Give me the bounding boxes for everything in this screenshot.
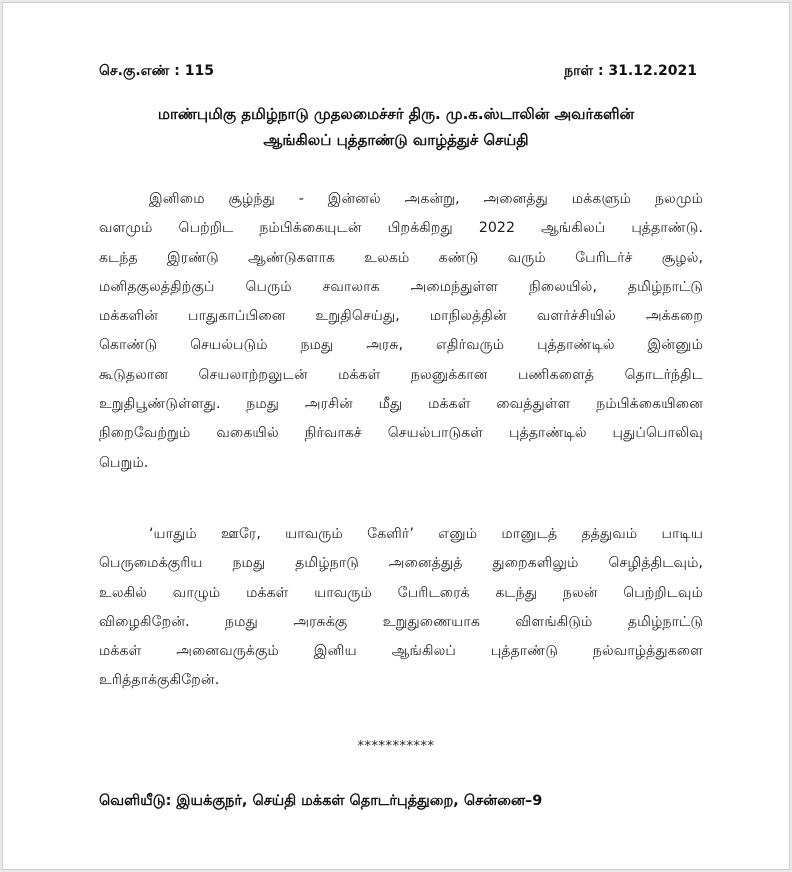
separator: *********** [357, 739, 435, 754]
paragraph-line: நிறைவேற்றும் வகையில் நிர்வாகச் செயல்பாடுகள் புத்தாண்டில் புதுப்பொலிவு [99, 425, 703, 442]
paragraph-line: கொண்டு செயல்படும் நமது அரசு, எதிர்வரும் புத்தாண்டில் இன்னும் [99, 337, 703, 354]
footer-issuer: வெளியீடு: இயக்குநர், செய்தி மக்கள் தொடர்புத்துறை, சென்னை–9 [99, 793, 543, 809]
title-line-2: ஆங்கிலப் புத்தாண்டு வாழ்த்துச் செய்தி [263, 131, 529, 149]
paragraph-line: கடந்த இரண்டு ஆண்டுகளாக உலகம் கண்டு வரும் பேரிடர்ச் சூழல், [99, 249, 703, 266]
paragraph-line: வளமும் பெற்றிட நம்பிக்கையுடன் பிறக்கிறது 2022 ஆங்கிலப் புத்தாண்டு. [99, 220, 703, 237]
paragraph-1 [99, 185, 703, 478]
paragraph-line: விழைகிறேன். நமது அரசுக்கு உறுதுணையாக விளங்கிடும் தமிழ்நாட்டு [99, 613, 703, 630]
paragraph-line: உலகில் வாழும் மக்கள் யாவரும் பேரிடரைக் கடந்து நலன் பெற்றிடவும் [99, 584, 703, 601]
release-number: செ.கு.எண் : 115 [99, 63, 214, 79]
paragraph-line: உறுதிபூண்டுள்ளது. நமது அரசின் மீது மக்கள் வைத்துள்ள நம்பிக்கையினை [99, 396, 703, 413]
paragraph-line: மக்கள் அனைவருக்கும் இனிய ஆங்கிலப் புத்தாண்டு நல்வாழ்த்துகளை [99, 643, 703, 660]
paragraph-line: பெறும். [99, 454, 149, 471]
paragraph-line: இனிமை சூழ்ந்து - இன்னல் அகன்று, அனைத்து மக்களும் நலமும் [149, 191, 703, 207]
paragraph-line: ‘யாதும் ஊரே, யாவரும் கேளிர்’ எனும் மானுடத் தத்துவம் பாடிய [149, 526, 703, 542]
paragraph-line: கூடுதலான செயலாற்றலுடன் மக்கள் நலனுக்கான பணிகளைத் தொடர்ந்திட [99, 366, 703, 383]
paragraph-2 [99, 520, 703, 696]
paragraph-line: மனிதகுலத்திற்குப் பெரும் சவாலாக அமைந்துள்ள நிலையில், தமிழ்நாட்டு [99, 278, 703, 295]
paragraph-line: உரித்தாக்குகிறேன். [99, 672, 220, 689]
title-line-1: மாண்புமிகு தமிழ்நாடு முதலமைச்சர் திரு. மு.க.ஸ்டாலின் அவர்களின் [157, 105, 635, 123]
header-row [99, 63, 697, 81]
document-title [63, 101, 729, 153]
paragraph-line: மக்களின் பாதுகாப்பினை உறுதிசெய்து, மாநிலத்தின் வளர்ச்சியில் அக்கறை [99, 308, 703, 325]
release-date: நாள் : 31.12.2021 [564, 63, 697, 79]
document-page [2, 2, 790, 870]
paragraph-line: பெருமைக்குரிய நமது தமிழ்நாடு அனைத்துத் துறைகளிலும் செழித்திடவும், [99, 555, 703, 572]
